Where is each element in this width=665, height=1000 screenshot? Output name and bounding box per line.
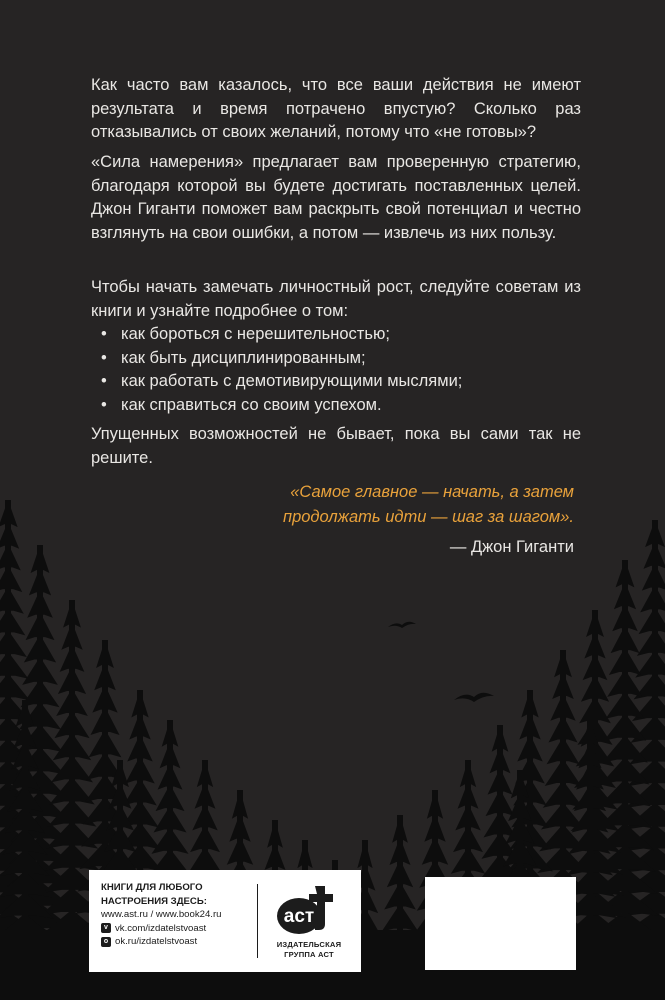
ok-row: [101, 935, 251, 949]
bullet-text: как работать с демотивирующими мыслями;: [121, 372, 463, 390]
vk-link[interactable]: vk.com/izdatelstvoast: [115, 922, 207, 934]
odnoklassniki-icon: o: [101, 937, 111, 947]
publisher-line-1: ИЗДАТЕЛЬСКАЯ: [276, 940, 342, 949]
ast-logo-icon: [261, 878, 357, 940]
bullet-list: [91, 323, 581, 417]
promo-heading-1: КНИГИ ДЛЯ ЛЮБОГО: [101, 882, 203, 893]
quote-line-1: «Самое главное — начать, а затем: [290, 483, 574, 501]
quote-line-2: продолжать идти — шаг за шагом».: [282, 508, 574, 526]
bullet-text: как справиться со своим успехом.: [121, 395, 382, 414]
publisher-line-2: ГРУППА АСТ: [284, 950, 334, 959]
promo-text: [101, 881, 251, 949]
list-item: [101, 347, 581, 371]
bullet-icon: •: [101, 348, 107, 367]
paragraph-1: Как часто вам казалось, что все ваши действия не имеют результата и время потрачено впустую? Сколько раз отказывались от своих желаний, потому что «не готовы»?: [91, 76, 581, 141]
bullet-icon: •: [101, 325, 107, 343]
promo-heading-2: НАСТРОЕНИЯ ЗДЕСЬ:: [101, 895, 207, 907]
bullet-text: как быть дисциплинированным;: [121, 348, 366, 367]
intro-paragraph: [91, 74, 581, 145]
websites-link[interactable]: www.ast.ru / www.book24.ru: [101, 909, 222, 920]
list-item: [101, 370, 581, 394]
ok-link[interactable]: ok.ru/izdatelstvoast: [115, 936, 198, 947]
list-item: [101, 323, 581, 347]
publisher-caption: [261, 940, 357, 960]
list-item: [101, 394, 581, 418]
closing-paragraph: [91, 423, 581, 470]
vk-row: [101, 922, 251, 936]
quote-author: — Джон Гиганти: [449, 538, 574, 556]
bullet-icon: •: [101, 372, 107, 390]
birds-silhouette: [388, 622, 494, 702]
paragraph-2: «Сила намерения» предлагает вам проверенную стратегию, благодаря которой вы будете достигать поставленных целей. Джон Гиганти поможет вам раскрыть свой потенциал и честно взглянуть на свои ошибки, а потом — извлечь из них пользу.: [91, 153, 581, 242]
paragraph-3: Чтобы начать замечать личностный рост, следуйте советам из книги и узнайте подробнее о том:: [91, 278, 581, 320]
logo-text: аст: [283, 906, 315, 927]
publisher-promo-box: [89, 870, 361, 972]
vk-icon: v: [101, 923, 111, 933]
tips-section: [91, 276, 581, 417]
bullet-text: как бороться с нерешительностью;: [121, 325, 390, 343]
paragraph-4: Упущенных возможностей не бывает, пока вы сами так не решите.: [91, 425, 581, 467]
bullet-icon: •: [101, 395, 107, 414]
barcode-area: [425, 877, 576, 970]
quote: [154, 480, 574, 530]
divider: [257, 884, 258, 958]
publisher-logo: [261, 878, 357, 966]
description-paragraph: [91, 151, 581, 245]
